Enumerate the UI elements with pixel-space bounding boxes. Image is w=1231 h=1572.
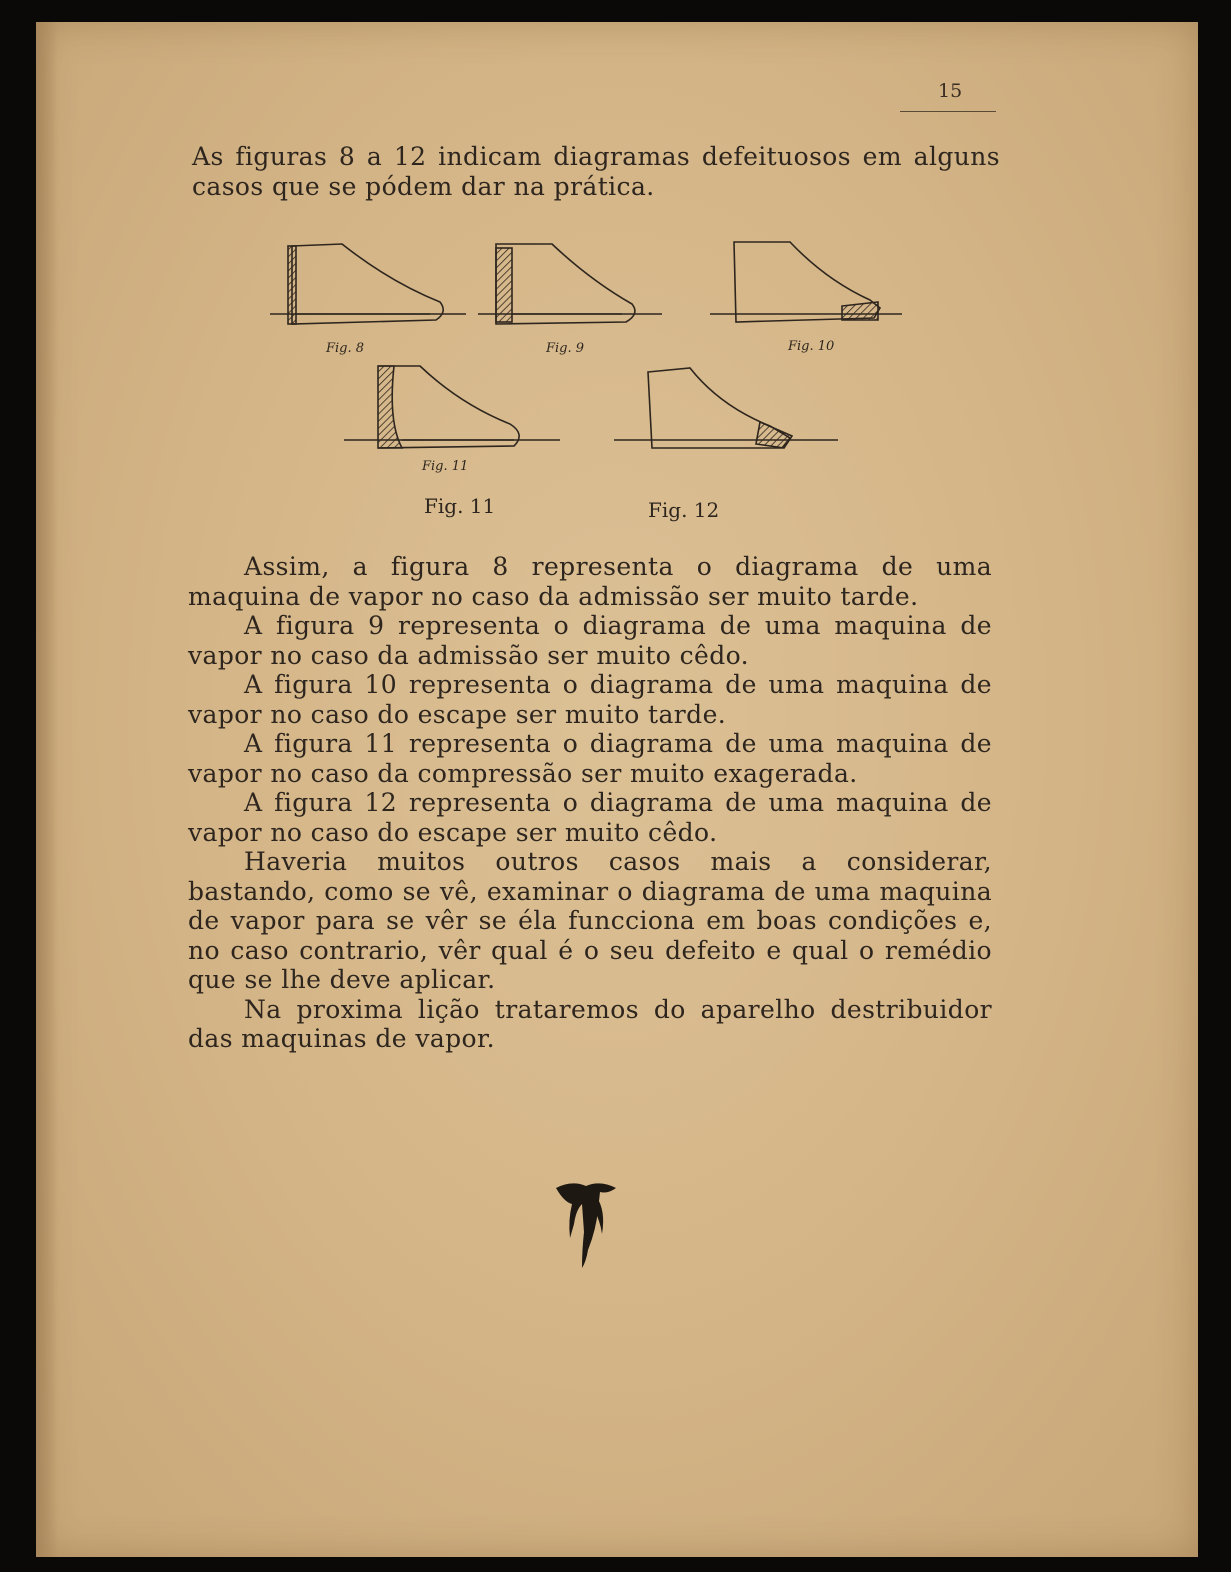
paragraph: A figura 10 representa o diagrama de uma maquina de vapor no caso do escape ser muito tarde. xyxy=(188,670,992,729)
end-ornament-icon xyxy=(552,1180,620,1270)
fig-10-handwritten-label: Fig. 10 xyxy=(788,339,835,354)
paragraph: Haveria muitos outros casos mais a considerar, bastando, como se vê, examinar o diagrama de uma maquina de vapor para se vêr se éla funcciona em boas condições e, no caso contrario, vêr qual é o seu defeito e qual o remédio que se lhe deve aplicar. xyxy=(188,847,992,994)
fig-11-caption: Fig. 11 xyxy=(424,494,496,518)
paragraph: Na proxima lição trataremos do aparelho destribuidor das maquinas de vapor. xyxy=(188,994,992,1053)
body-text xyxy=(188,552,992,1054)
paragraph: A figura 9 representa o diagrama de uma maquina de vapor no caso da admissão ser muito cêdo. xyxy=(188,611,992,670)
paragraph: A figura 12 representa o diagrama de uma maquina de vapor no caso do escape ser muito cêdo. xyxy=(188,788,992,847)
page-number: 15 xyxy=(938,80,963,102)
indicator-diagrams-figure xyxy=(270,232,910,492)
fig-8-diagram xyxy=(270,244,466,324)
fig-11-handwritten-label: Fig. 11 xyxy=(422,459,469,474)
paragraph: Assim, a figura 8 representa o diagrama de uma maquina de vapor no caso da admissão ser muito tarde. xyxy=(188,552,992,611)
page-gutter xyxy=(36,22,58,1557)
intro-paragraph: As figuras 8 a 12 indicam diagramas defeituosos em alguns casos que se pódem dar na prática. xyxy=(192,142,1000,201)
fig-8-handwritten-label: Fig. 8 xyxy=(326,341,365,356)
page-number-rule xyxy=(900,111,996,112)
fig-11-diagram xyxy=(344,366,560,448)
fig-12-diagram xyxy=(614,368,838,448)
fig-12-caption: Fig. 12 xyxy=(648,498,720,522)
fig-10-diagram xyxy=(710,242,902,322)
fig-9-handwritten-label: Fig. 9 xyxy=(546,341,585,356)
fig-9-diagram xyxy=(478,244,662,324)
paragraph: A figura 11 representa o diagrama de uma maquina de vapor no caso da compressão ser muito exagerada. xyxy=(188,729,992,788)
